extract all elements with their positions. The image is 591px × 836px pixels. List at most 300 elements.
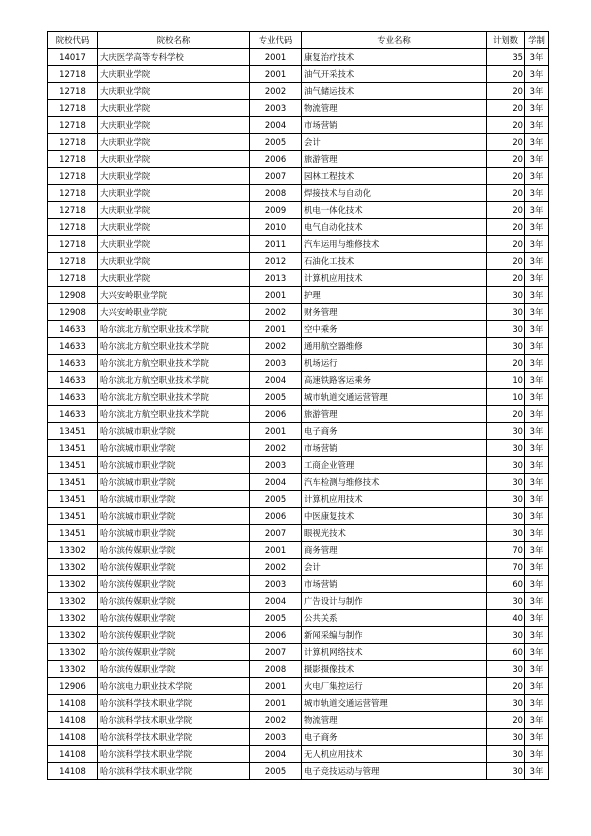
major-name-cell: 无人机应用技术 bbox=[302, 746, 487, 763]
major-code-cell: 2001 bbox=[250, 66, 302, 83]
school-name-cell: 哈尔滨城市职业学院 bbox=[98, 423, 250, 440]
school-code-cell: 14108 bbox=[48, 763, 98, 780]
table-row bbox=[48, 763, 549, 780]
table-row bbox=[48, 372, 549, 389]
header-school-name: 院校名称 bbox=[98, 32, 250, 49]
major-code-cell: 2003 bbox=[250, 355, 302, 372]
duration-cell: 3年 bbox=[525, 763, 549, 780]
plan-count-cell: 20 bbox=[487, 406, 525, 423]
duration-cell: 3年 bbox=[525, 151, 549, 168]
school-code-cell: 14017 bbox=[48, 49, 98, 66]
major-code-cell: 2004 bbox=[250, 474, 302, 491]
school-code-cell: 12718 bbox=[48, 236, 98, 253]
duration-cell: 3年 bbox=[525, 695, 549, 712]
duration-cell: 3年 bbox=[525, 508, 549, 525]
plan-count-cell: 20 bbox=[487, 83, 525, 100]
major-name-cell: 广告设计与制作 bbox=[302, 593, 487, 610]
major-code-cell: 2005 bbox=[250, 389, 302, 406]
major-code-cell: 2002 bbox=[250, 559, 302, 576]
major-code-cell: 2004 bbox=[250, 117, 302, 134]
school-code-cell: 12718 bbox=[48, 83, 98, 100]
plan-count-cell: 30 bbox=[487, 338, 525, 355]
major-code-cell: 2013 bbox=[250, 270, 302, 287]
table-row bbox=[48, 593, 549, 610]
duration-cell: 3年 bbox=[525, 474, 549, 491]
school-code-cell: 13451 bbox=[48, 474, 98, 491]
major-name-cell: 计算机网络技术 bbox=[302, 644, 487, 661]
table-row bbox=[48, 287, 549, 304]
duration-cell: 3年 bbox=[525, 542, 549, 559]
major-name-cell: 焊接技术与自动化 bbox=[302, 185, 487, 202]
school-code-cell: 13451 bbox=[48, 440, 98, 457]
school-code-cell: 13302 bbox=[48, 542, 98, 559]
school-code-cell: 12718 bbox=[48, 202, 98, 219]
school-name-cell: 大庆职业学院 bbox=[98, 151, 250, 168]
school-name-cell: 哈尔滨传媒职业学院 bbox=[98, 593, 250, 610]
school-name-cell: 哈尔滨传媒职业学院 bbox=[98, 661, 250, 678]
table-row bbox=[48, 729, 549, 746]
table-row bbox=[48, 321, 549, 338]
duration-cell: 3年 bbox=[525, 576, 549, 593]
duration-cell: 3年 bbox=[525, 729, 549, 746]
school-name-cell: 大庆职业学院 bbox=[98, 219, 250, 236]
plan-count-cell: 20 bbox=[487, 253, 525, 270]
school-name-cell: 大庆职业学院 bbox=[98, 100, 250, 117]
duration-cell: 3年 bbox=[525, 610, 549, 627]
plan-count-cell: 60 bbox=[487, 644, 525, 661]
duration-cell: 3年 bbox=[525, 66, 549, 83]
duration-cell: 3年 bbox=[525, 355, 549, 372]
table-row bbox=[48, 83, 549, 100]
plan-count-cell: 30 bbox=[487, 304, 525, 321]
school-name-cell: 哈尔滨城市职业学院 bbox=[98, 474, 250, 491]
major-name-cell: 摄影摄像技术 bbox=[302, 661, 487, 678]
header-major-code: 专业代码 bbox=[250, 32, 302, 49]
major-code-cell: 2008 bbox=[250, 185, 302, 202]
school-code-cell: 12718 bbox=[48, 185, 98, 202]
school-code-cell: 12718 bbox=[48, 168, 98, 185]
duration-cell: 3年 bbox=[525, 100, 549, 117]
table-row bbox=[48, 678, 549, 695]
plan-count-cell: 30 bbox=[487, 457, 525, 474]
plan-count-cell: 30 bbox=[487, 508, 525, 525]
school-name-cell: 大庆职业学院 bbox=[98, 134, 250, 151]
major-code-cell: 2007 bbox=[250, 168, 302, 185]
enrollment-plan-table bbox=[47, 31, 549, 780]
duration-cell: 3年 bbox=[525, 304, 549, 321]
duration-cell: 3年 bbox=[525, 338, 549, 355]
major-code-cell: 2002 bbox=[250, 440, 302, 457]
plan-count-cell: 30 bbox=[487, 321, 525, 338]
school-code-cell: 12906 bbox=[48, 678, 98, 695]
school-code-cell: 13451 bbox=[48, 508, 98, 525]
duration-cell: 3年 bbox=[525, 185, 549, 202]
plan-count-cell: 30 bbox=[487, 423, 525, 440]
major-name-cell: 汽车运用与维修技术 bbox=[302, 236, 487, 253]
plan-count-cell: 60 bbox=[487, 576, 525, 593]
major-code-cell: 2006 bbox=[250, 406, 302, 423]
major-name-cell: 电气自动化技术 bbox=[302, 219, 487, 236]
major-code-cell: 2007 bbox=[250, 644, 302, 661]
major-code-cell: 2011 bbox=[250, 236, 302, 253]
school-name-cell: 大庆职业学院 bbox=[98, 253, 250, 270]
duration-cell: 3年 bbox=[525, 746, 549, 763]
school-name-cell: 哈尔滨传媒职业学院 bbox=[98, 627, 250, 644]
table-body bbox=[48, 49, 549, 780]
major-code-cell: 2012 bbox=[250, 253, 302, 270]
table-row bbox=[48, 338, 549, 355]
duration-cell: 3年 bbox=[525, 593, 549, 610]
school-code-cell: 14633 bbox=[48, 389, 98, 406]
school-code-cell: 13302 bbox=[48, 627, 98, 644]
school-name-cell: 哈尔滨科学技术职业学院 bbox=[98, 695, 250, 712]
table-row bbox=[48, 712, 549, 729]
table-row bbox=[48, 423, 549, 440]
plan-count-cell: 20 bbox=[487, 355, 525, 372]
school-name-cell: 大庆职业学院 bbox=[98, 168, 250, 185]
table-row bbox=[48, 474, 549, 491]
major-code-cell: 2001 bbox=[250, 678, 302, 695]
duration-cell: 3年 bbox=[525, 202, 549, 219]
school-name-cell: 哈尔滨城市职业学院 bbox=[98, 457, 250, 474]
school-code-cell: 13302 bbox=[48, 610, 98, 627]
plan-count-cell: 30 bbox=[487, 491, 525, 508]
school-code-cell: 12718 bbox=[48, 270, 98, 287]
major-code-cell: 2010 bbox=[250, 219, 302, 236]
school-code-cell: 14633 bbox=[48, 406, 98, 423]
major-code-cell: 2006 bbox=[250, 151, 302, 168]
school-code-cell: 12718 bbox=[48, 100, 98, 117]
school-name-cell: 哈尔滨传媒职业学院 bbox=[98, 542, 250, 559]
major-code-cell: 2004 bbox=[250, 593, 302, 610]
school-name-cell: 哈尔滨科学技术职业学院 bbox=[98, 763, 250, 780]
plan-count-cell: 30 bbox=[487, 763, 525, 780]
school-code-cell: 14108 bbox=[48, 712, 98, 729]
school-name-cell: 哈尔滨城市职业学院 bbox=[98, 508, 250, 525]
major-name-cell: 通用航空器维修 bbox=[302, 338, 487, 355]
plan-count-cell: 30 bbox=[487, 746, 525, 763]
school-code-cell: 12718 bbox=[48, 134, 98, 151]
school-name-cell: 哈尔滨北方航空职业技术学院 bbox=[98, 372, 250, 389]
major-name-cell: 机电一体化技术 bbox=[302, 202, 487, 219]
table-row bbox=[48, 389, 549, 406]
major-name-cell: 新闻采编与制作 bbox=[302, 627, 487, 644]
major-name-cell: 护理 bbox=[302, 287, 487, 304]
duration-cell: 3年 bbox=[525, 406, 549, 423]
major-name-cell: 中医康复技术 bbox=[302, 508, 487, 525]
school-name-cell: 大兴安岭职业学院 bbox=[98, 304, 250, 321]
duration-cell: 3年 bbox=[525, 83, 549, 100]
major-code-cell: 2008 bbox=[250, 661, 302, 678]
school-code-cell: 13302 bbox=[48, 661, 98, 678]
major-name-cell: 商务管理 bbox=[302, 542, 487, 559]
major-name-cell: 火电厂集控运行 bbox=[302, 678, 487, 695]
table-row bbox=[48, 440, 549, 457]
duration-cell: 3年 bbox=[525, 661, 549, 678]
school-code-cell: 13302 bbox=[48, 576, 98, 593]
school-code-cell: 13302 bbox=[48, 593, 98, 610]
major-code-cell: 2003 bbox=[250, 100, 302, 117]
duration-cell: 3年 bbox=[525, 253, 549, 270]
school-code-cell: 13451 bbox=[48, 457, 98, 474]
major-code-cell: 2005 bbox=[250, 763, 302, 780]
table-row bbox=[48, 270, 549, 287]
major-name-cell: 计算机应用技术 bbox=[302, 270, 487, 287]
table-row bbox=[48, 219, 549, 236]
plan-count-cell: 30 bbox=[487, 729, 525, 746]
school-name-cell: 大庆职业学院 bbox=[98, 236, 250, 253]
plan-count-cell: 20 bbox=[487, 117, 525, 134]
school-name-cell: 哈尔滨科学技术职业学院 bbox=[98, 746, 250, 763]
plan-count-cell: 20 bbox=[487, 678, 525, 695]
duration-cell: 3年 bbox=[525, 525, 549, 542]
table-row bbox=[48, 49, 549, 66]
duration-cell: 3年 bbox=[525, 457, 549, 474]
school-name-cell: 大庆医学高等专科学校 bbox=[98, 49, 250, 66]
plan-count-cell: 40 bbox=[487, 610, 525, 627]
school-code-cell: 14108 bbox=[48, 746, 98, 763]
plan-count-cell: 30 bbox=[487, 695, 525, 712]
plan-count-cell: 20 bbox=[487, 100, 525, 117]
major-name-cell: 计算机应用技术 bbox=[302, 491, 487, 508]
duration-cell: 3年 bbox=[525, 712, 549, 729]
duration-cell: 3年 bbox=[525, 168, 549, 185]
school-name-cell: 大庆职业学院 bbox=[98, 185, 250, 202]
plan-count-cell: 20 bbox=[487, 202, 525, 219]
major-code-cell: 2006 bbox=[250, 627, 302, 644]
duration-cell: 3年 bbox=[525, 117, 549, 134]
duration-cell: 3年 bbox=[525, 423, 549, 440]
duration-cell: 3年 bbox=[525, 287, 549, 304]
school-code-cell: 12908 bbox=[48, 304, 98, 321]
school-name-cell: 哈尔滨传媒职业学院 bbox=[98, 559, 250, 576]
table-row bbox=[48, 457, 549, 474]
school-code-cell: 13302 bbox=[48, 644, 98, 661]
major-name-cell: 城市轨道交通运营管理 bbox=[302, 389, 487, 406]
major-code-cell: 2002 bbox=[250, 712, 302, 729]
table-row bbox=[48, 185, 549, 202]
major-code-cell: 2005 bbox=[250, 134, 302, 151]
school-name-cell: 大庆职业学院 bbox=[98, 66, 250, 83]
plan-count-cell: 20 bbox=[487, 134, 525, 151]
school-name-cell: 大庆职业学院 bbox=[98, 117, 250, 134]
major-code-cell: 2003 bbox=[250, 457, 302, 474]
school-name-cell: 哈尔滨传媒职业学院 bbox=[98, 576, 250, 593]
major-name-cell: 康复治疗技术 bbox=[302, 49, 487, 66]
plan-count-cell: 30 bbox=[487, 593, 525, 610]
table-row bbox=[48, 151, 549, 168]
table-row bbox=[48, 695, 549, 712]
school-code-cell: 12718 bbox=[48, 253, 98, 270]
major-name-cell: 高速铁路客运乘务 bbox=[302, 372, 487, 389]
school-code-cell: 12718 bbox=[48, 66, 98, 83]
duration-cell: 3年 bbox=[525, 678, 549, 695]
major-code-cell: 2001 bbox=[250, 542, 302, 559]
major-name-cell: 眼视光技术 bbox=[302, 525, 487, 542]
school-name-cell: 大兴安岭职业学院 bbox=[98, 287, 250, 304]
major-code-cell: 2005 bbox=[250, 491, 302, 508]
major-name-cell: 旅游管理 bbox=[302, 406, 487, 423]
plan-count-cell: 20 bbox=[487, 712, 525, 729]
table-row bbox=[48, 304, 549, 321]
school-name-cell: 哈尔滨科学技术职业学院 bbox=[98, 712, 250, 729]
table-header-row bbox=[48, 32, 549, 49]
school-name-cell: 哈尔滨城市职业学院 bbox=[98, 525, 250, 542]
table-row bbox=[48, 202, 549, 219]
school-name-cell: 哈尔滨科学技术职业学院 bbox=[98, 729, 250, 746]
major-code-cell: 2002 bbox=[250, 83, 302, 100]
plan-count-cell: 30 bbox=[487, 287, 525, 304]
major-code-cell: 2001 bbox=[250, 287, 302, 304]
school-name-cell: 大庆职业学院 bbox=[98, 83, 250, 100]
major-name-cell: 电子竞技运动与管理 bbox=[302, 763, 487, 780]
duration-cell: 3年 bbox=[525, 559, 549, 576]
school-code-cell: 12718 bbox=[48, 117, 98, 134]
table-row bbox=[48, 627, 549, 644]
plan-count-cell: 20 bbox=[487, 185, 525, 202]
plan-count-cell: 20 bbox=[487, 236, 525, 253]
duration-cell: 3年 bbox=[525, 372, 549, 389]
major-code-cell: 2002 bbox=[250, 338, 302, 355]
school-code-cell: 14633 bbox=[48, 372, 98, 389]
table-row bbox=[48, 576, 549, 593]
table-row bbox=[48, 559, 549, 576]
major-code-cell: 2004 bbox=[250, 746, 302, 763]
school-name-cell: 哈尔滨传媒职业学院 bbox=[98, 610, 250, 627]
major-name-cell: 园林工程技术 bbox=[302, 168, 487, 185]
major-name-cell: 机场运行 bbox=[302, 355, 487, 372]
table-row bbox=[48, 508, 549, 525]
school-name-cell: 大庆职业学院 bbox=[98, 270, 250, 287]
major-code-cell: 2001 bbox=[250, 321, 302, 338]
school-code-cell: 14633 bbox=[48, 338, 98, 355]
table-row bbox=[48, 661, 549, 678]
major-name-cell: 旅游管理 bbox=[302, 151, 487, 168]
plan-count-cell: 20 bbox=[487, 168, 525, 185]
table-row bbox=[48, 746, 549, 763]
major-name-cell: 会计 bbox=[302, 559, 487, 576]
duration-cell: 3年 bbox=[525, 389, 549, 406]
table-row bbox=[48, 134, 549, 151]
duration-cell: 3年 bbox=[525, 49, 549, 66]
major-name-cell: 石油化工技术 bbox=[302, 253, 487, 270]
major-name-cell: 空中乘务 bbox=[302, 321, 487, 338]
header-plan-count: 计划数 bbox=[487, 32, 525, 49]
header-school-code: 院校代码 bbox=[48, 32, 98, 49]
school-name-cell: 哈尔滨北方航空职业技术学院 bbox=[98, 406, 250, 423]
header-major-name: 专业名称 bbox=[302, 32, 487, 49]
plan-count-cell: 30 bbox=[487, 661, 525, 678]
header-duration: 学制 bbox=[525, 32, 549, 49]
plan-count-cell: 20 bbox=[487, 219, 525, 236]
school-name-cell: 哈尔滨北方航空职业技术学院 bbox=[98, 338, 250, 355]
school-name-cell: 哈尔滨北方航空职业技术学院 bbox=[98, 389, 250, 406]
major-code-cell: 2006 bbox=[250, 508, 302, 525]
school-code-cell: 14108 bbox=[48, 695, 98, 712]
duration-cell: 3年 bbox=[525, 644, 549, 661]
duration-cell: 3年 bbox=[525, 627, 549, 644]
plan-count-cell: 10 bbox=[487, 372, 525, 389]
major-name-cell: 城市轨道交通运营管理 bbox=[302, 695, 487, 712]
school-code-cell: 14108 bbox=[48, 729, 98, 746]
major-name-cell: 电子商务 bbox=[302, 423, 487, 440]
duration-cell: 3年 bbox=[525, 321, 549, 338]
table-row bbox=[48, 406, 549, 423]
school-name-cell: 大庆职业学院 bbox=[98, 202, 250, 219]
school-code-cell: 14633 bbox=[48, 321, 98, 338]
major-name-cell: 公共关系 bbox=[302, 610, 487, 627]
plan-count-cell: 30 bbox=[487, 440, 525, 457]
table-row bbox=[48, 525, 549, 542]
plan-count-cell: 20 bbox=[487, 270, 525, 287]
major-code-cell: 2001 bbox=[250, 49, 302, 66]
duration-cell: 3年 bbox=[525, 440, 549, 457]
plan-count-cell: 20 bbox=[487, 151, 525, 168]
major-name-cell: 油气储运技术 bbox=[302, 83, 487, 100]
plan-count-cell: 30 bbox=[487, 474, 525, 491]
table-row bbox=[48, 355, 549, 372]
table-row bbox=[48, 253, 549, 270]
duration-cell: 3年 bbox=[525, 270, 549, 287]
major-code-cell: 2003 bbox=[250, 576, 302, 593]
duration-cell: 3年 bbox=[525, 491, 549, 508]
table-row bbox=[48, 236, 549, 253]
table-row bbox=[48, 610, 549, 627]
major-code-cell: 2002 bbox=[250, 304, 302, 321]
table-row bbox=[48, 168, 549, 185]
school-name-cell: 哈尔滨城市职业学院 bbox=[98, 491, 250, 508]
school-name-cell: 哈尔滨电力职业技术学院 bbox=[98, 678, 250, 695]
major-name-cell: 物流管理 bbox=[302, 712, 487, 729]
duration-cell: 3年 bbox=[525, 134, 549, 151]
school-code-cell: 13451 bbox=[48, 525, 98, 542]
major-code-cell: 2004 bbox=[250, 372, 302, 389]
duration-cell: 3年 bbox=[525, 236, 549, 253]
school-code-cell: 12908 bbox=[48, 287, 98, 304]
major-code-cell: 2003 bbox=[250, 729, 302, 746]
school-code-cell: 13451 bbox=[48, 491, 98, 508]
plan-count-cell: 20 bbox=[487, 66, 525, 83]
table-row bbox=[48, 117, 549, 134]
major-name-cell: 财务管理 bbox=[302, 304, 487, 321]
plan-count-cell: 70 bbox=[487, 542, 525, 559]
school-code-cell: 14633 bbox=[48, 355, 98, 372]
table-row bbox=[48, 491, 549, 508]
major-name-cell: 市场营销 bbox=[302, 117, 487, 134]
major-name-cell: 油气开采技术 bbox=[302, 66, 487, 83]
major-name-cell: 汽车检测与维修技术 bbox=[302, 474, 487, 491]
major-code-cell: 2005 bbox=[250, 610, 302, 627]
major-code-cell: 2009 bbox=[250, 202, 302, 219]
plan-count-cell: 70 bbox=[487, 559, 525, 576]
school-code-cell: 13451 bbox=[48, 423, 98, 440]
school-code-cell: 12718 bbox=[48, 151, 98, 168]
school-name-cell: 哈尔滨北方航空职业技术学院 bbox=[98, 355, 250, 372]
major-name-cell: 物流管理 bbox=[302, 100, 487, 117]
plan-count-cell: 35 bbox=[487, 49, 525, 66]
major-name-cell: 市场营销 bbox=[302, 440, 487, 457]
school-name-cell: 哈尔滨传媒职业学院 bbox=[98, 644, 250, 661]
duration-cell: 3年 bbox=[525, 219, 549, 236]
plan-count-cell: 30 bbox=[487, 525, 525, 542]
table-row bbox=[48, 542, 549, 559]
major-code-cell: 2001 bbox=[250, 695, 302, 712]
school-code-cell: 12718 bbox=[48, 219, 98, 236]
enrollment-plan-sheet bbox=[47, 31, 549, 780]
major-name-cell: 工商企业管理 bbox=[302, 457, 487, 474]
plan-count-cell: 30 bbox=[487, 627, 525, 644]
major-name-cell: 会计 bbox=[302, 134, 487, 151]
